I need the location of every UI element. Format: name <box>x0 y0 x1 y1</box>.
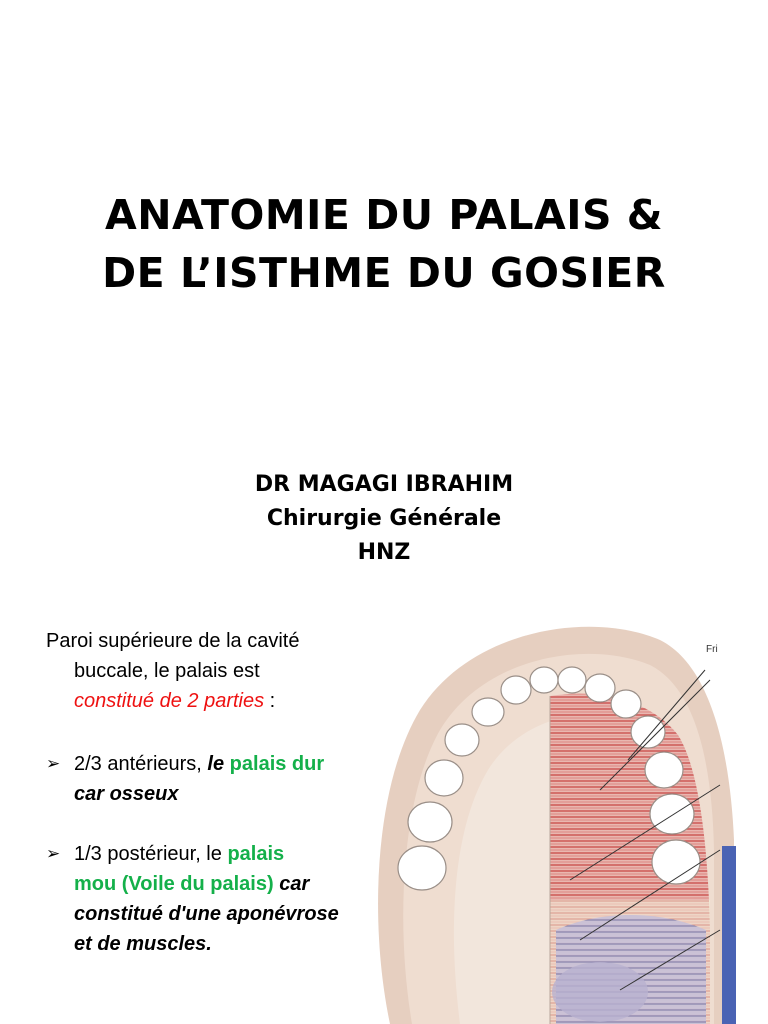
bullet-1-tail: car osseux <box>74 783 179 805</box>
bullet-2-tail-3: et de muscles. <box>74 933 212 955</box>
bullet-soft-palate <box>46 839 376 959</box>
intro-highlight: constitué de 2 parties <box>74 690 265 712</box>
intro-line-1: Paroi supérieure de la cavité <box>46 630 300 652</box>
decorative-blue-bar <box>722 846 736 1024</box>
bullet-2-tail-2: constitué d'une aponévrose <box>74 903 339 925</box>
bullet-hard-palate <box>46 749 376 809</box>
intro-line-2: buccale, le palais est <box>74 660 260 682</box>
body-text <box>46 626 376 959</box>
bullet-2-prefix: 1/3 postérieur, le <box>74 843 228 865</box>
bullet-2-tail-1: car <box>273 873 310 895</box>
title-line-1: ANATOMIE DU PALAIS & <box>104 191 664 239</box>
bullet-1-prefix: 2/3 antérieurs, <box>74 753 208 775</box>
author-name: DR MAGAGI IBRAHIM <box>254 472 514 497</box>
bullet-1-emph: le <box>207 753 230 775</box>
arrow-bullet-icon: ➢ <box>46 754 61 773</box>
figure-corner-label: Fri <box>706 644 718 655</box>
title-line-2: DE L’ISTHME DU GOSIER <box>102 249 666 297</box>
bullet-2-green-2: mou (Voile du palais) <box>74 873 274 895</box>
bullet-1-green: palais dur <box>229 753 325 775</box>
intro-suffix: : <box>264 690 276 712</box>
slide-title <box>0 186 768 302</box>
bullet-2-green-1: palais <box>227 843 285 865</box>
author-block <box>0 468 768 570</box>
author-hospital: HNZ <box>357 540 411 565</box>
arrow-bullet-icon: ➢ <box>46 844 61 863</box>
author-department: Chirurgie Générale <box>266 506 502 531</box>
palate-anatomy-illustration <box>360 600 738 1024</box>
intro-line-3 <box>46 686 376 716</box>
intro-paragraph <box>46 626 376 716</box>
